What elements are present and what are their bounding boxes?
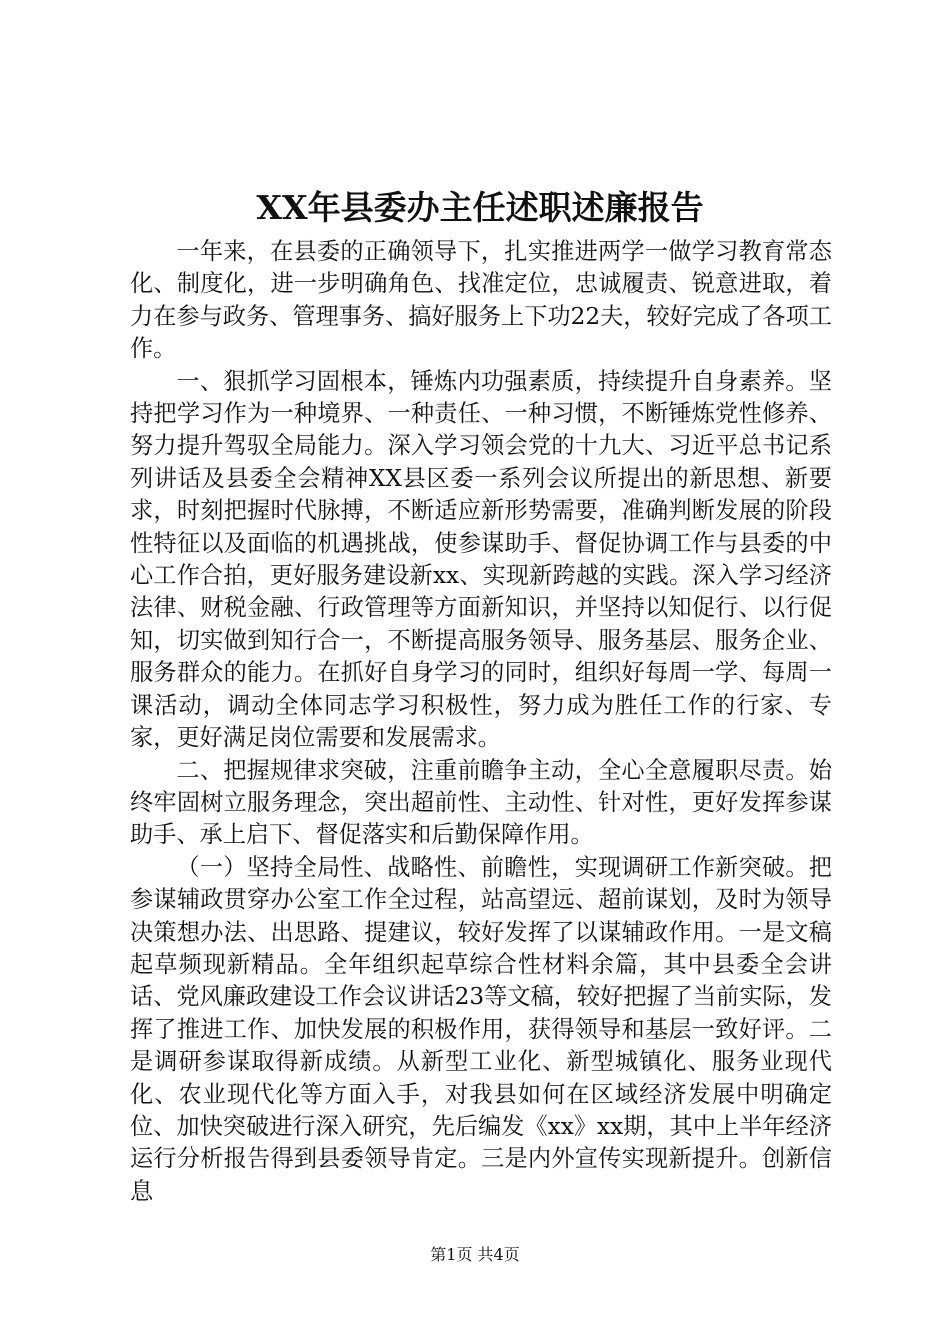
paragraph-intro: 一年来，在县委的正确领导下，扎实推进两学一做学习教育常态化、制度化，进一步明确角色、找准定位，忠诚履责、锐意进取，着力在参与政务、管理事务、搞好服务上下功22夫，较好完成了各项工作。 (130, 238, 832, 363)
document-title: XX年县委办主任述职述廉报告 (256, 188, 704, 227)
paragraph-section-1: 一、狠抓学习固根本，锤炼内功强素质，持续提升自身素养。坚持把学习作为一种境界、一种责任、一种习惯，不断锤炼党性修养、努力提升驾驭全局能力。深入学习领会党的十九大、习近平总书记系列讲话及县委全会精神XX县区委一系列会议所提出的新思想、新要求，时刻把握时代脉搏，不断适应新形势需要，准确判断发展的阶段性特征以及面临的机遇挑战，使参谋助手、督促协调工作与县委的中心工作合拍，更好服务建设新xx、实现新跨越的实践。深入学习经济法律、财税金融、行政管理等方面新知识，并坚持以知促行、以行促知，切实做到知行合一，不断提高服务领导、服务基层、服务企业、服务群众的能力。在抓好自身学习的同时，组织好每周一学、每周一课活动，调动全体同志学习积极性，努力成为胜任工作的行家、专家，更好满足岗位需要和发展需求。 (130, 367, 832, 752)
paragraph-section-2: 二、把握规律求突破，注重前瞻争主动，全心全意履职尽责。始终牢固树立服务理念，突出超前性、主动性、针对性，更好发挥参谋助手、承上启下、督促落实和后勤保障作用。 (130, 756, 832, 849)
document-body (130, 236, 832, 1208)
paragraph-subsection-1: （一）坚持全局性、战略性、前瞻性，实现调研工作新突破。把参谋辅政贯穿办公室工作全过程，站高望远、超前谋划，及时为领导决策想办法、出思路、提建议，较好发挥了以谋辅政作用。一是文稿起草频现新精品。全年组织起草综合性材料余篇，其中县委全会讲话、党风廉政建设工作会议讲话23等文稿，较好把握了当前实际，发挥了推进工作、加快发展的积极作用，获得领导和基层一致好评。二是调研参谋取得新成绩。从新型工业化、新型城镇化、服务业现代化、农业现代化等方面入手，对我县如何在区域经济发展中明确定位、加快突破进行深入研究，先后编发《xx》xx期，其中上半年经济运行分析报告得到县委领导肯定。三是内外宣传实现新提升。创新信息 (130, 853, 832, 1205)
page-footer: 第1页 共4页 (430, 1245, 520, 1264)
